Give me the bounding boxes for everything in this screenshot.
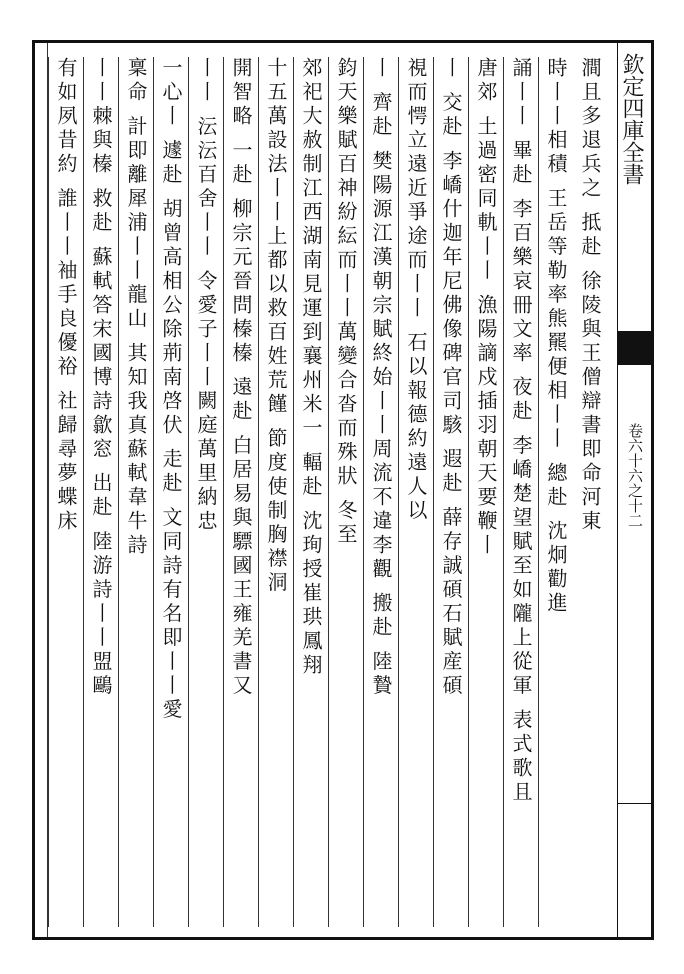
book-title: 欽定四庫全書 xyxy=(619,53,644,185)
text-column: 十五萬設法丨丨上都以救百姓荒饉 節度使制胸襟洞 xyxy=(258,57,293,927)
page-frame xyxy=(32,40,654,940)
text-column: 一心丨 遽赴 胡曾高相公除荊南啓伏 走赴 文同詩有名即丨丨愛 xyxy=(153,57,188,927)
text-column: 丨丨棘與榛 救赴 蘇軾答宋國博詩歙窓 出赴 陸游詩丨丨盟鷗 xyxy=(83,57,118,927)
text-column: 澗且多退兵之 抵赴 徐陵與王僧辯書即命河東 xyxy=(578,57,602,534)
text-column: 唐郊 土過密同軌丨丨 漁陽謫戍插羽朝天要鞭丨 xyxy=(468,57,503,927)
text-column: 視而愕立遠近爭途而丨丨 石以報德約遠人以 xyxy=(398,57,433,927)
fish-tail-mark xyxy=(618,331,652,365)
text-column: 丨 齊赴 樊陽源江漢朝宗賦終始丨丨周流不違李觀 搬赴 陸贄 xyxy=(363,57,398,927)
text-column: 丨 交赴 李嶠什迦年尼佛像碑官司駭 遐赴 薛存誠碩石賦産碩 xyxy=(433,57,468,927)
text-column: 郊祀大赦制江西湖南見運到襄州米一 輻赴 沈珣授崔珙鳳翔 xyxy=(293,57,328,927)
margin-rule xyxy=(618,803,652,804)
text-column: 稟命 計即離犀浦丨丨龍山 其知我真蘇軾韋牛詩 xyxy=(118,57,153,927)
text-column: 鈞天樂賦百神紛紜而丨丨萬變合沓而殊狀 冬至 xyxy=(328,57,363,927)
chapter-label: 卷六十六之十二 xyxy=(626,423,644,528)
margin-strip xyxy=(617,43,652,937)
text-column: 時丨丨相積 王岳等勒率熊羆便相丨丨 總赴 沈炯勸進 xyxy=(538,57,573,927)
text-column: 有如夙昔約 誰丨丨袖手良優裕 社歸尋夢蝶床 xyxy=(48,57,83,927)
text-area xyxy=(47,43,641,937)
text-column: 丨丨 沄沄百舍丨丨 令愛子丨丨闕庭萬里納忠 xyxy=(188,57,223,927)
text-column: 開智略 一赴 柳宗元晉問榛榛 遠赴 白居易與驃國王雍羌書又 xyxy=(223,57,258,927)
text-column: 誦丨丨 畢赴 李百樂哀冊文率 夜赴 李嶠楚望賦至如隴上從軍 表式歌且 xyxy=(503,57,538,927)
